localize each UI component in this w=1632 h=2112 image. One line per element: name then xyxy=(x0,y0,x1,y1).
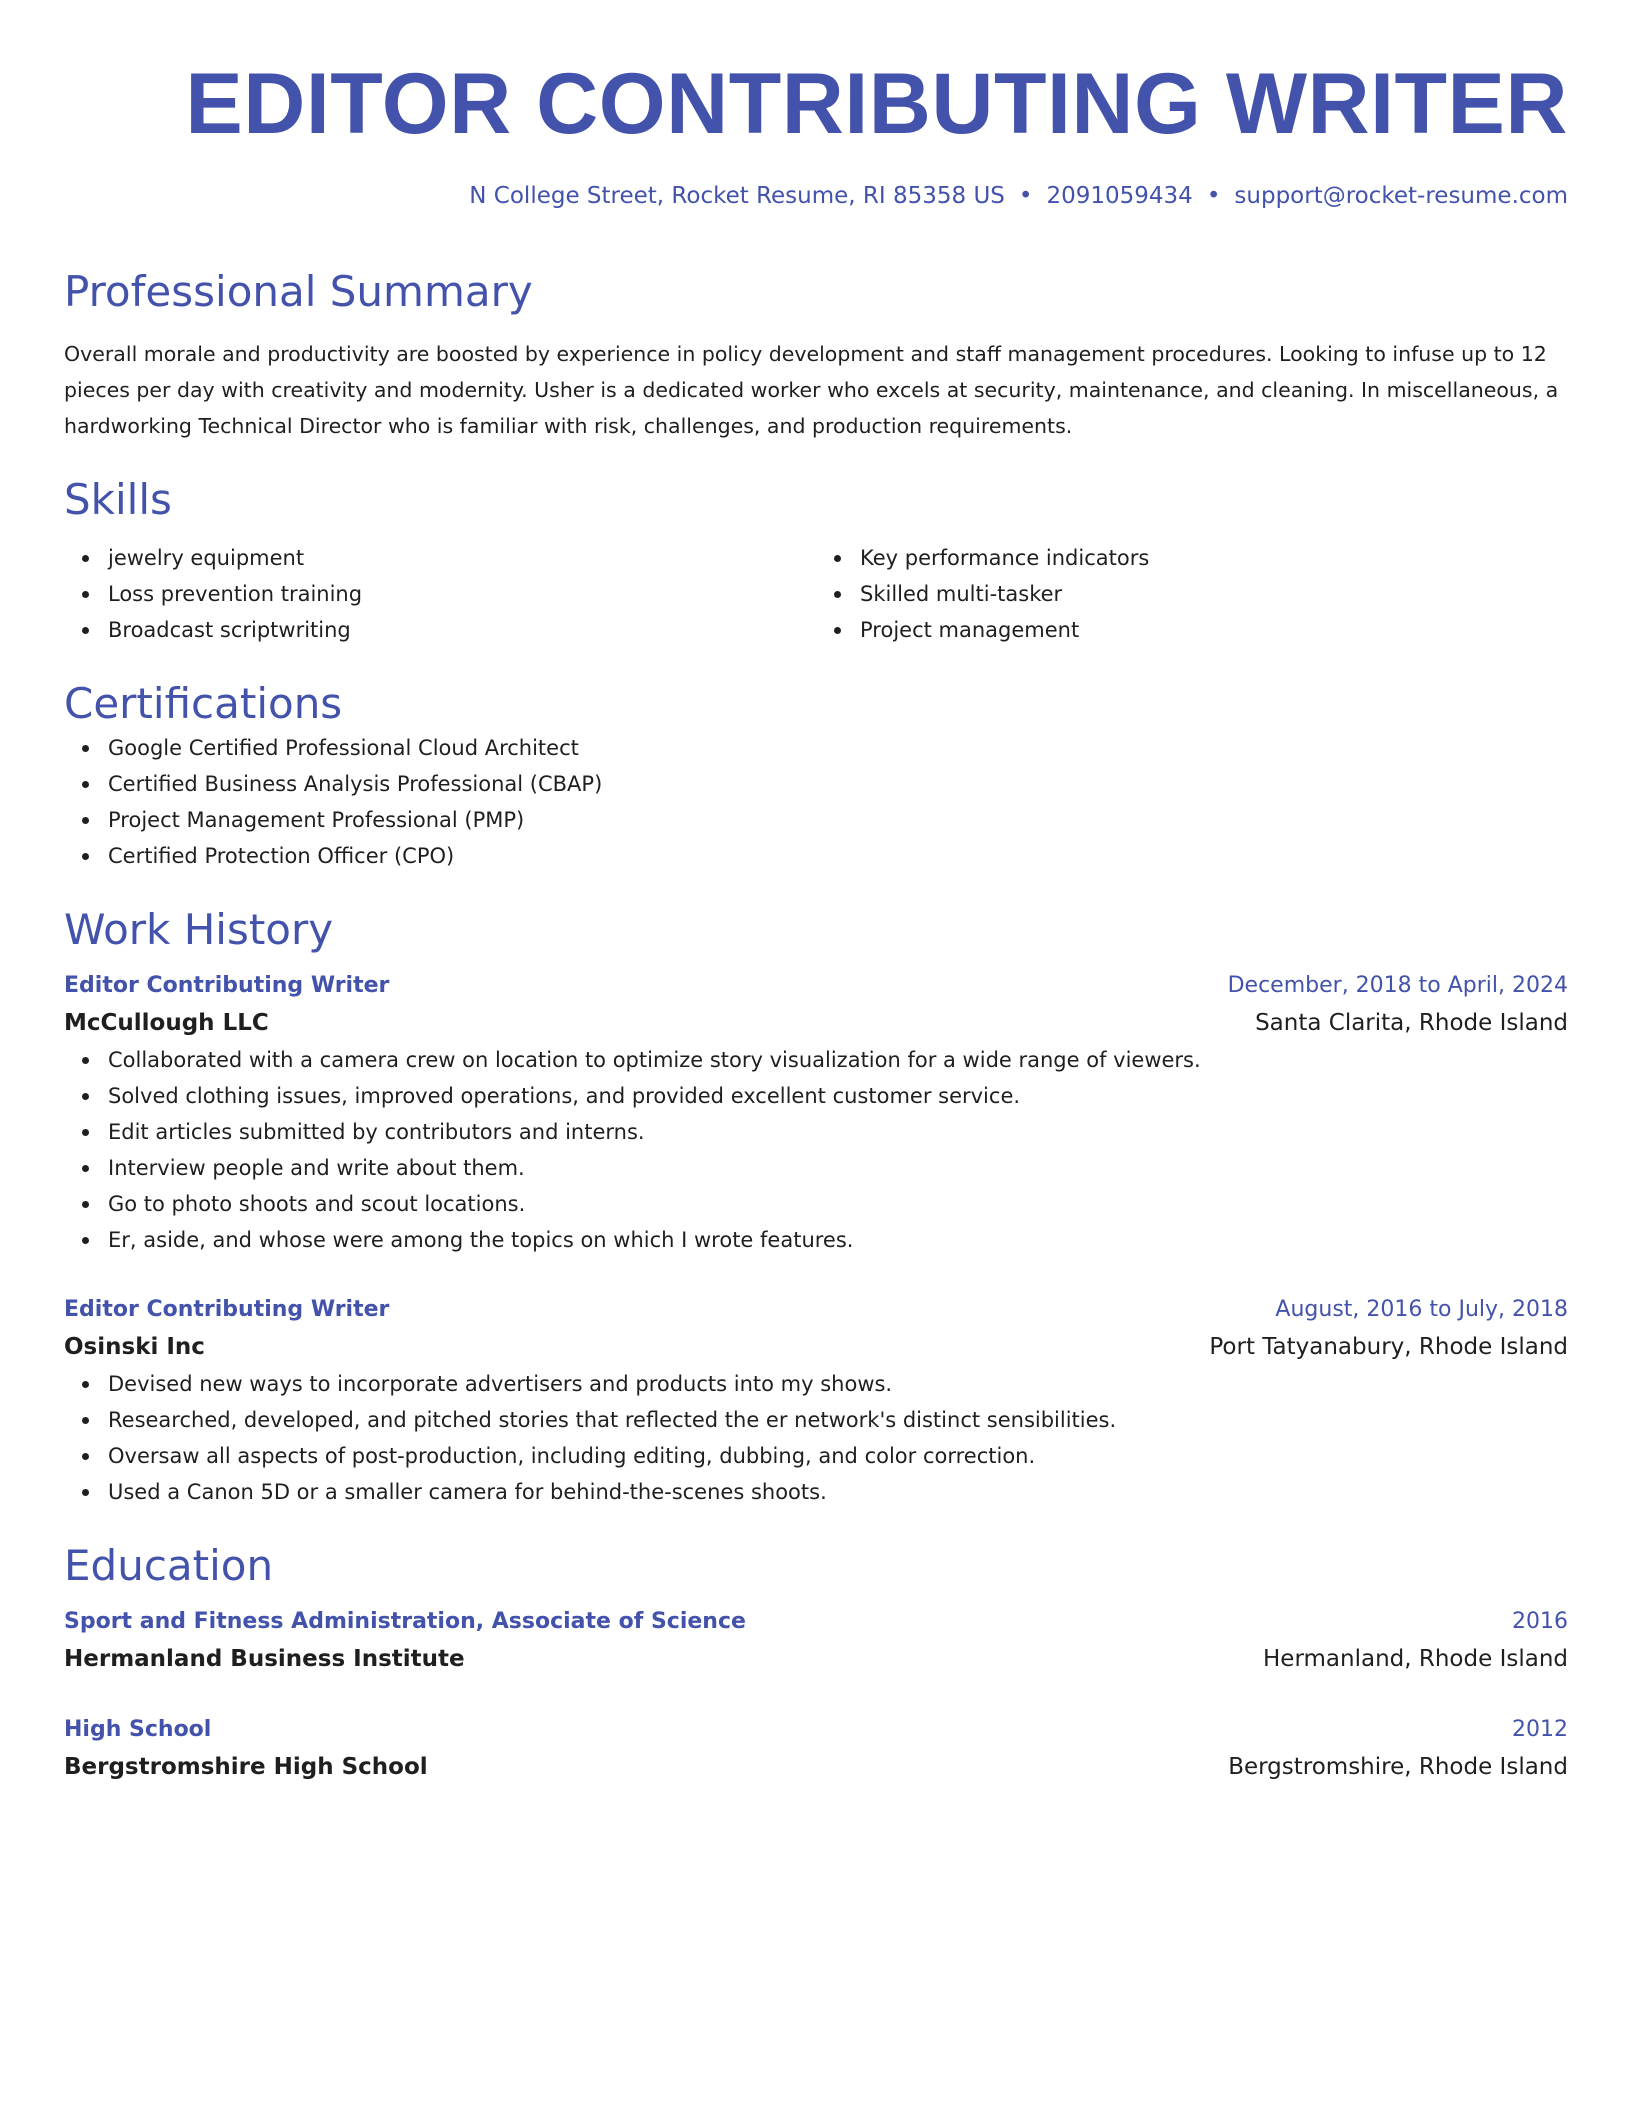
certification-item: Certified Protection Officer (CPO) xyxy=(108,838,1568,874)
contact-phone: 2091059434 xyxy=(1046,183,1193,209)
certification-item: Project Management Professional (PMP) xyxy=(108,802,1568,838)
summary-text: Overall morale and productivity are boosted by experience in policy development and staff management procedures. Looking to infuse up to 12 pieces per day with creativity and modernity. Usher is a dedicated worker who excels at security, maintenance, and cleaning. In miscellaneous, a hardworking Technical Director who is familiar with risk, challenges, and production requirements. xyxy=(64,342,1559,438)
job-title-row xyxy=(64,1292,1568,1328)
education-degree: High School xyxy=(64,1717,212,1742)
education-degree-row xyxy=(64,1712,1568,1748)
skill-item: jewelry equipment xyxy=(108,540,816,576)
job-company: McCullough LLC xyxy=(64,1010,269,1036)
education-year: 2012 xyxy=(1512,1717,1568,1742)
job-bullet: Collaborated with a camera crew on location to optimize story visualization for a wide range of viewers. xyxy=(108,1042,1568,1078)
contact-email: support@rocket-resume.com xyxy=(1234,183,1568,209)
skills-heading: Skills xyxy=(64,475,172,524)
job-title-row xyxy=(64,968,1568,1004)
education-entry xyxy=(64,1712,1568,1786)
certification-item: Google Certified Professional Cloud Architect xyxy=(108,730,1568,766)
skills-column-left xyxy=(64,540,816,648)
job-bullet: Devised new ways to incorporate advertisers and products into my shows. xyxy=(108,1366,1568,1402)
job-bullet: Solved clothing issues, improved operations, and provided excellent customer service. xyxy=(108,1078,1568,1114)
job-bullet: Go to photo shoots and scout locations. xyxy=(108,1186,1568,1222)
education-school: Bergstromshire High School xyxy=(64,1754,428,1780)
education-school: Hermanland Business Institute xyxy=(64,1646,465,1672)
job-bullet: Oversaw all aspects of post-production, including editing, dubbing, and color correction. xyxy=(108,1438,1568,1474)
job-bullet: Edit articles submitted by contributors and interns. xyxy=(108,1114,1568,1150)
job-entry xyxy=(64,968,1568,1258)
job-company-row xyxy=(64,1328,1568,1366)
education-year: 2016 xyxy=(1512,1609,1568,1634)
summary-heading: Professional Summary xyxy=(64,267,533,316)
skills-list-right xyxy=(816,540,1568,648)
job-dates: August, 2016 to July, 2018 xyxy=(1275,1297,1568,1322)
skill-item: Key performance indicators xyxy=(860,540,1568,576)
candidate-name: EDITOR CONTRIBUTING WRITER xyxy=(185,56,1568,152)
education-school-row xyxy=(64,1748,1568,1786)
job-bullets xyxy=(64,1042,1568,1258)
education-location: Hermanland, Rhode Island xyxy=(1263,1646,1568,1672)
job-company: Osinski Inc xyxy=(64,1334,205,1360)
education-heading: Education xyxy=(64,1541,274,1590)
job-location: Santa Clarita, Rhode Island xyxy=(1255,1010,1568,1036)
certification-item: Certified Business Analysis Professional (CBAP) xyxy=(108,766,1568,802)
education-degree-row xyxy=(64,1604,1568,1640)
education-entry xyxy=(64,1604,1568,1678)
job-role: Editor Contributing Writer xyxy=(64,973,390,998)
job-entry xyxy=(64,1292,1568,1510)
job-location: Port Tatyanabury, Rhode Island xyxy=(1209,1334,1568,1360)
job-bullets xyxy=(64,1366,1568,1510)
certifications-list xyxy=(64,730,1568,874)
contact-line xyxy=(64,180,1568,212)
job-dates: December, 2018 to April, 2024 xyxy=(1227,973,1568,998)
education-school-row xyxy=(64,1640,1568,1678)
skills-column-right xyxy=(816,540,1568,648)
job-bullet: Er, aside, and whose were among the topics on which I wrote features. xyxy=(108,1222,1568,1258)
skill-item: Skilled multi-tasker xyxy=(860,576,1568,612)
job-bullet: Used a Canon 5D or a smaller camera for behind-the-scenes shoots. xyxy=(108,1474,1568,1510)
job-bullet: Researched, developed, and pitched stories that reflected the er network's distinct sensibilities. xyxy=(108,1402,1568,1438)
job-role: Editor Contributing Writer xyxy=(64,1297,390,1322)
certifications-heading: Certifications xyxy=(64,679,343,728)
skill-item: Broadcast scriptwriting xyxy=(108,612,816,648)
contact-separator: • xyxy=(1206,183,1221,209)
skill-item: Project management xyxy=(860,612,1568,648)
work-history-heading: Work History xyxy=(64,905,334,954)
education-degree: Sport and Fitness Administration, Associate of Science xyxy=(64,1609,746,1634)
skills-list-left xyxy=(64,540,816,648)
education-location: Bergstromshire, Rhode Island xyxy=(1228,1754,1568,1780)
job-bullet: Interview people and write about them. xyxy=(108,1150,1568,1186)
skill-item: Loss prevention training xyxy=(108,576,816,612)
job-company-row xyxy=(64,1004,1568,1042)
resume-header xyxy=(64,56,1568,212)
skills-grid xyxy=(64,540,1568,648)
contact-separator: • xyxy=(1018,183,1033,209)
contact-address: N College Street, Rocket Resume, RI 85358 US xyxy=(469,183,1005,209)
